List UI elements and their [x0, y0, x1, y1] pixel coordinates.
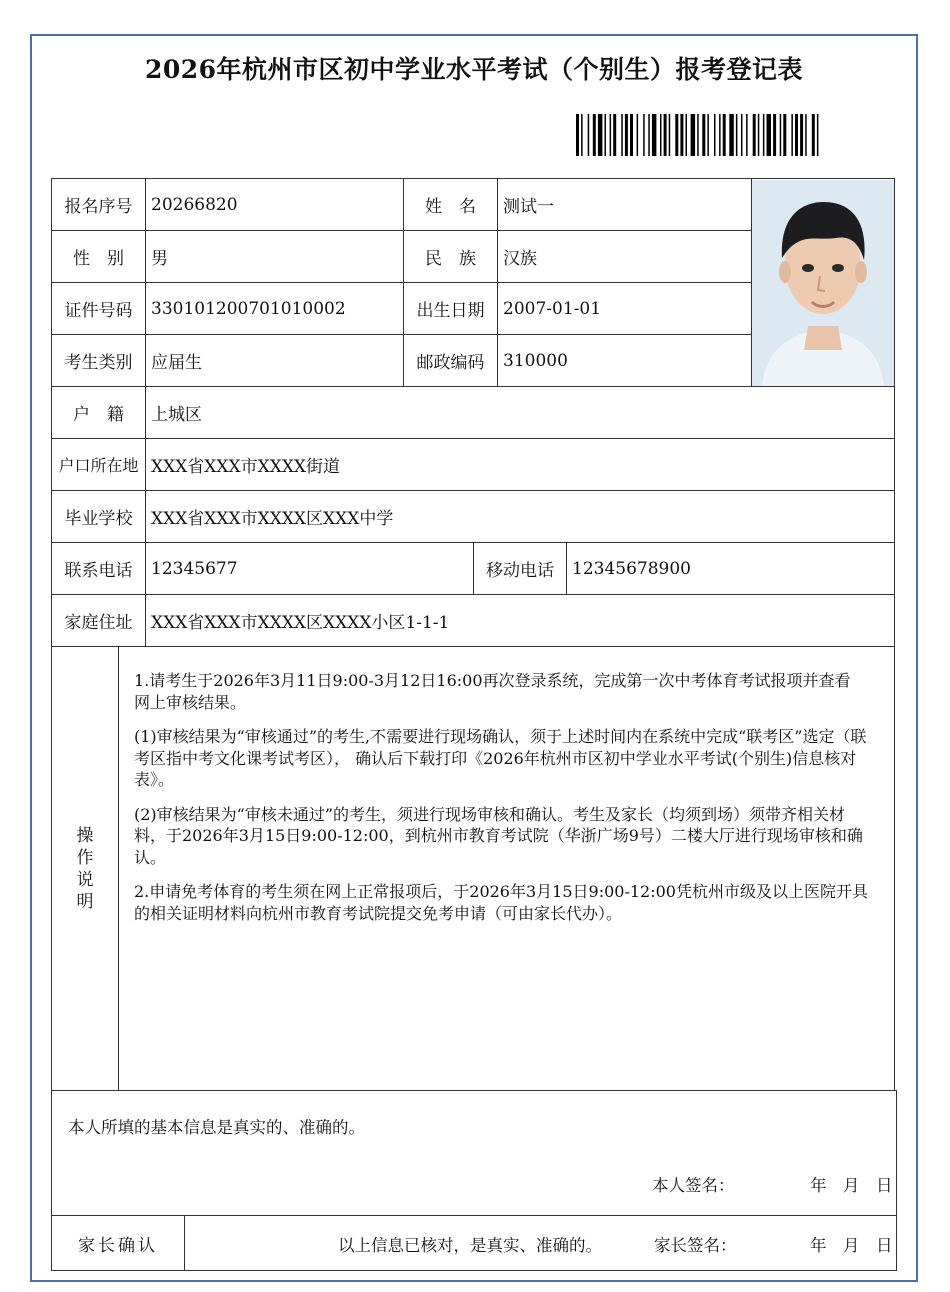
instructions-label-char: 操 — [76, 826, 94, 846]
category-label: 考生类别 — [64, 353, 133, 373]
mobile-label: 移动电话 — [486, 561, 554, 581]
ethnicity-value: 汉族 — [503, 249, 537, 269]
address-label: 家庭住址 — [64, 613, 133, 633]
gender-label: 性 别 — [73, 249, 124, 269]
phone-label: 联系电话 — [64, 561, 133, 581]
form-title: 2026年杭州市区初中学业水平考试（个别生）报考登记表 — [144, 55, 804, 84]
huji-value: 上城区 — [151, 405, 202, 425]
parent-confirm-label: 家长确认 — [78, 1235, 158, 1256]
parent-signature-label: 家长签名： — [654, 1236, 737, 1255]
reg-no-label: 报名序号 — [64, 197, 133, 217]
postal-value: 310000 — [503, 350, 568, 371]
mobile-value: 12345678900 — [572, 558, 691, 579]
school-value: XXX省XXX市XXXX区XXX中学 — [151, 509, 394, 529]
self-signature-date: 年 月 日 — [810, 1176, 893, 1195]
instructions-label-char: 作 — [76, 848, 94, 868]
reg-no-value: 20266820 — [151, 194, 238, 215]
student-photo — [752, 180, 894, 386]
phone-value: 12345677 — [151, 558, 238, 579]
instructions-label — [52, 648, 118, 1090]
school-label: 毕业学校 — [64, 509, 133, 529]
parent-signature-date: 年 月 日 — [810, 1236, 893, 1255]
instruction-paragraph-1: 1.请考生于2026年3月11日9:00-3月12日16:00再次登录系统，完成第一次中考体育考试报项并查看网上审核结果。 — [134, 671, 851, 712]
name-value: 测试一 — [503, 197, 554, 217]
hukou-label: 户口所在地 — [58, 456, 139, 475]
self-signature-label: 本人签名： — [652, 1176, 735, 1195]
instructions-label-char: 说 — [76, 870, 94, 890]
instruction-paragraph-4: 2.申请免考体育的考生须在网上正常报项后，于2026年3月15日9:00-12:00凭杭州市级及以上医院开具的相关证明材料向杭州市教育考试院提交免考申请（可由家长代办）。 — [134, 882, 868, 923]
instructions-label-char: 明 — [76, 892, 94, 912]
id-label: 证件号码 — [64, 301, 133, 321]
birth-label: 出生日期 — [416, 301, 485, 321]
category-value: 应届生 — [151, 353, 202, 373]
hukou-value: XXX省XXX市XXXX街道 — [151, 457, 341, 477]
declaration-statement: 本人所填的基本信息是真实的、准确的。 — [68, 1118, 365, 1137]
parent-statement: 以上信息已核对，是真实、准确的。 — [338, 1236, 602, 1255]
birth-value: 2007-01-01 — [503, 298, 602, 319]
name-label: 姓 名 — [425, 197, 476, 217]
ethnicity-label: 民 族 — [425, 249, 476, 269]
address-value: XXX省XXX市XXXX区XXXX小区1-1-1 — [151, 613, 450, 633]
postal-label: 邮政编码 — [416, 353, 485, 373]
gender-value: 男 — [151, 249, 168, 269]
instruction-paragraph-2: (1)审核结果为“审核通过”的考生,不需要进行现场确认，须于上述时间内在系统中完成“联考区”选定（联考区指中考文化课考试考区）， 确认后下载打印《2026年杭州市区初中学业水平考试(个别生)信息核对表》。 — [134, 727, 867, 789]
instructions-body — [134, 670, 874, 937]
instruction-paragraph-3: (2)审核结果为“审核未通过”的考生，须进行现场审核和确认。考生及家长（均须到场）须带齐相关材料，于2026年3月15日9:00-12:00，到杭州市教育考试院（华浙广场9号）二楼大厅进行现场审核和确认。 — [134, 804, 863, 867]
barcode-icon — [576, 114, 878, 156]
id-value: 330101200701010002 — [151, 298, 346, 319]
student-photo-icon — [752, 180, 894, 386]
huji-label: 户 籍 — [73, 405, 124, 425]
